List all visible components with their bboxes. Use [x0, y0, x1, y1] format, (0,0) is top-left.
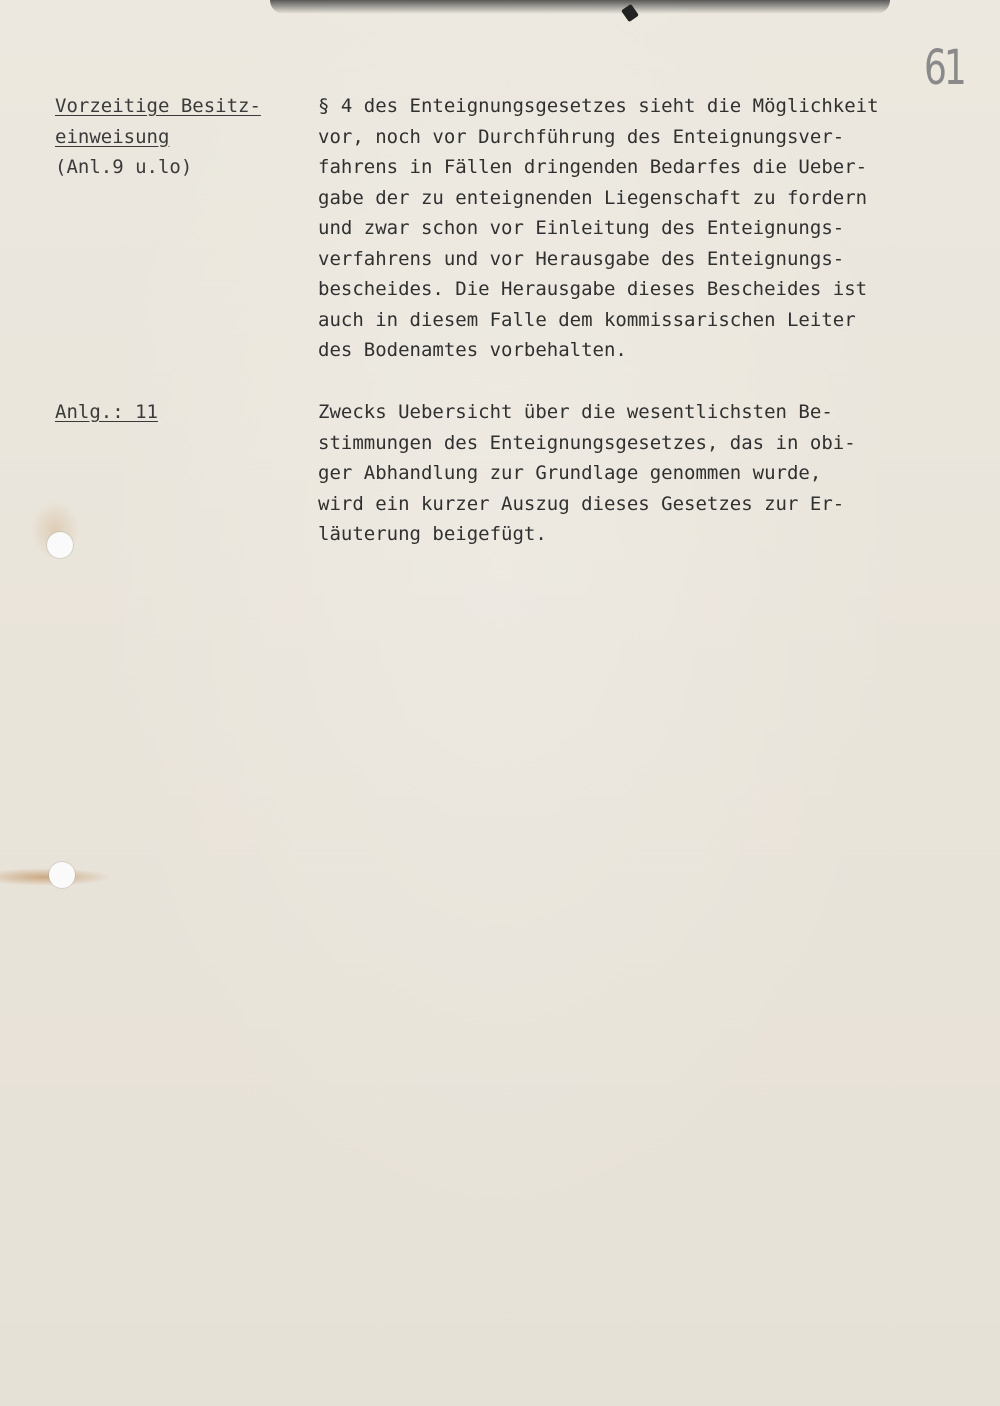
text-line: gabe der zu enteignenden Liegenschaft zu fordern: [318, 186, 868, 209]
text-line: ger Abhandlung zur Grundlage genommen wurde,: [318, 462, 822, 484]
text-line: und zwar schon vor Einleitung des Enteignungs-: [318, 217, 845, 239]
text-line: fahrens in Fällen dringenden Bedarfes die Ueber-: [318, 156, 868, 178]
text-line: läuterung beigefügt.: [318, 523, 547, 545]
text-line: auch in diesem Falle dem kommissarischen Leiter: [318, 308, 856, 331]
margin-heading-besitzeinweisung: [55, 91, 261, 183]
text-line: vor, noch vor Durchführung des Enteignungsver-: [318, 125, 845, 148]
folio-number: 61: [924, 40, 964, 96]
text-line: § 4 des Enteignungsgesetzes sieht die Möglichkeit: [318, 95, 879, 117]
text-line: verfahrens und vor Herausgabe des Enteignungs-: [318, 247, 845, 270]
margin-heading-anlage-label: Anlg.: 11: [55, 401, 158, 423]
punch-hole-bottom: [49, 862, 75, 888]
margin-heading-reference: (Anl.9 u.lo): [55, 156, 193, 178]
text-line: wird ein kurzer Auszug dieses Gesetzes zur Er-: [318, 492, 845, 515]
text-line: stimmungen des Enteignungsgesetzes, das in obi-: [318, 431, 856, 454]
margin-heading-line1: Vorzeitige Besitz-: [55, 95, 261, 117]
text-line: bescheides. Die Herausgabe dieses Bescheides ist: [318, 278, 868, 300]
paragraph-2: [318, 397, 948, 550]
margin-heading-line2: einweisung: [55, 125, 170, 148]
margin-heading-anlage: [55, 397, 158, 428]
text-line: Zwecks Uebersicht über die wesentlichsten Be-: [318, 401, 833, 423]
scan-edge-shadow: [270, 0, 890, 14]
text-line: des Bodenamtes vorbehalten.: [318, 339, 627, 361]
punch-hole-top: [47, 532, 73, 558]
paragraph-1: [318, 91, 948, 366]
